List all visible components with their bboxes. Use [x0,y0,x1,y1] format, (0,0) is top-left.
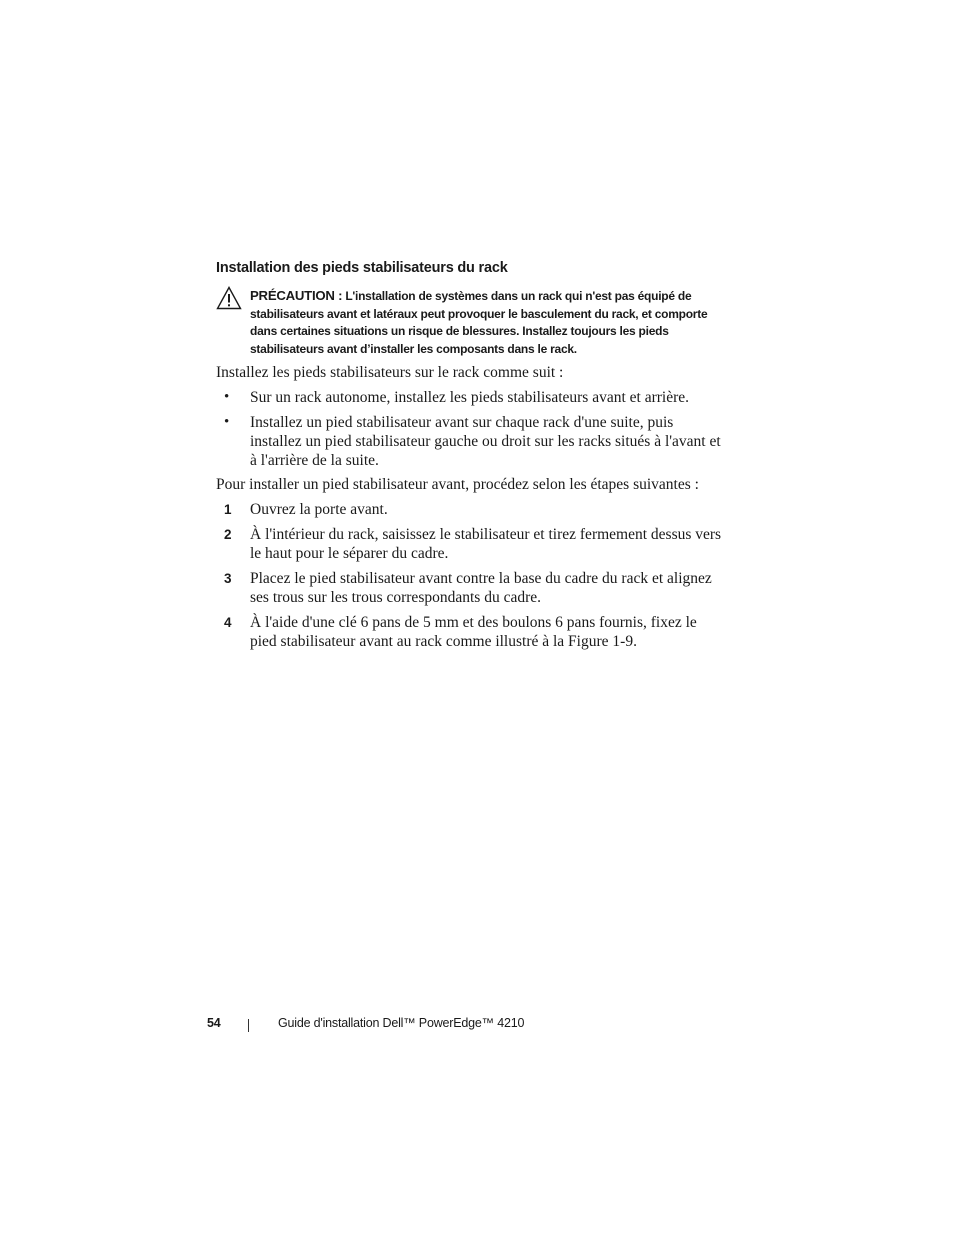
bullet-marker: • [224,389,230,405]
step-text: À l'aide d'une clé 6 pans de 5 mm et des boulons 6 pans fournis, fixez le pied stabilisateur avant au rack comme illustré à la Figure 1-9. [250,614,697,650]
caution-text-block [250,287,720,358]
footer-title: Guide d'installation Dell™ PowerEdge™ 4210 [278,1016,525,1030]
page-number: 54 [207,1016,221,1030]
step-number: 3 [224,571,232,586]
bullet-marker: • [224,414,230,430]
footer-divider [248,1019,249,1032]
step-text: Ouvrez la porte avant. [250,501,388,518]
intro-paragraph: Installez les pieds stabilisateurs sur le rack comme suit : [216,364,564,381]
step-number: 4 [224,615,232,630]
step-number: 1 [224,502,232,517]
steps-intro-paragraph: Pour installer un pied stabilisateur avant, procédez selon les étapes suivantes : [216,476,699,493]
caution-label: PRÉCAUTION : [250,288,343,303]
caution-message: L'installation de systèmes dans un rack qui n'est pas équipé de stabilisateurs avant et latéraux peut provoquer le basculement du rack, et comporte dans certaines situations un risque de blessures. Installez toujours les pieds stabilisateurs avant d’installer les composants dans le rack. [250,289,708,356]
bullet-text: Sur un rack autonome, installez les pieds stabilisateurs avant et arrière. [250,389,690,406]
section-heading: Installation des pieds stabilisateurs du rack [216,260,508,276]
bullet-text: Installez un pied stabilisateur avant sur chaque rack d'une suite, puis installez un pied stabilisateur gauche ou droit sur les racks situés à l'avant et à l'arrière de la suite. [250,414,721,469]
step-number: 2 [224,527,232,542]
step-text: À l'intérieur du rack, saisissez le stabilisateur et tirez fermement dessus vers le haut pour le séparer du cadre. [250,526,722,562]
warning-triangle-icon [216,286,242,310]
step-text: Placez le pied stabilisateur avant contre la base du cadre du rack et alignez ses trous sur les trous correspondants du cadre. [250,570,712,606]
